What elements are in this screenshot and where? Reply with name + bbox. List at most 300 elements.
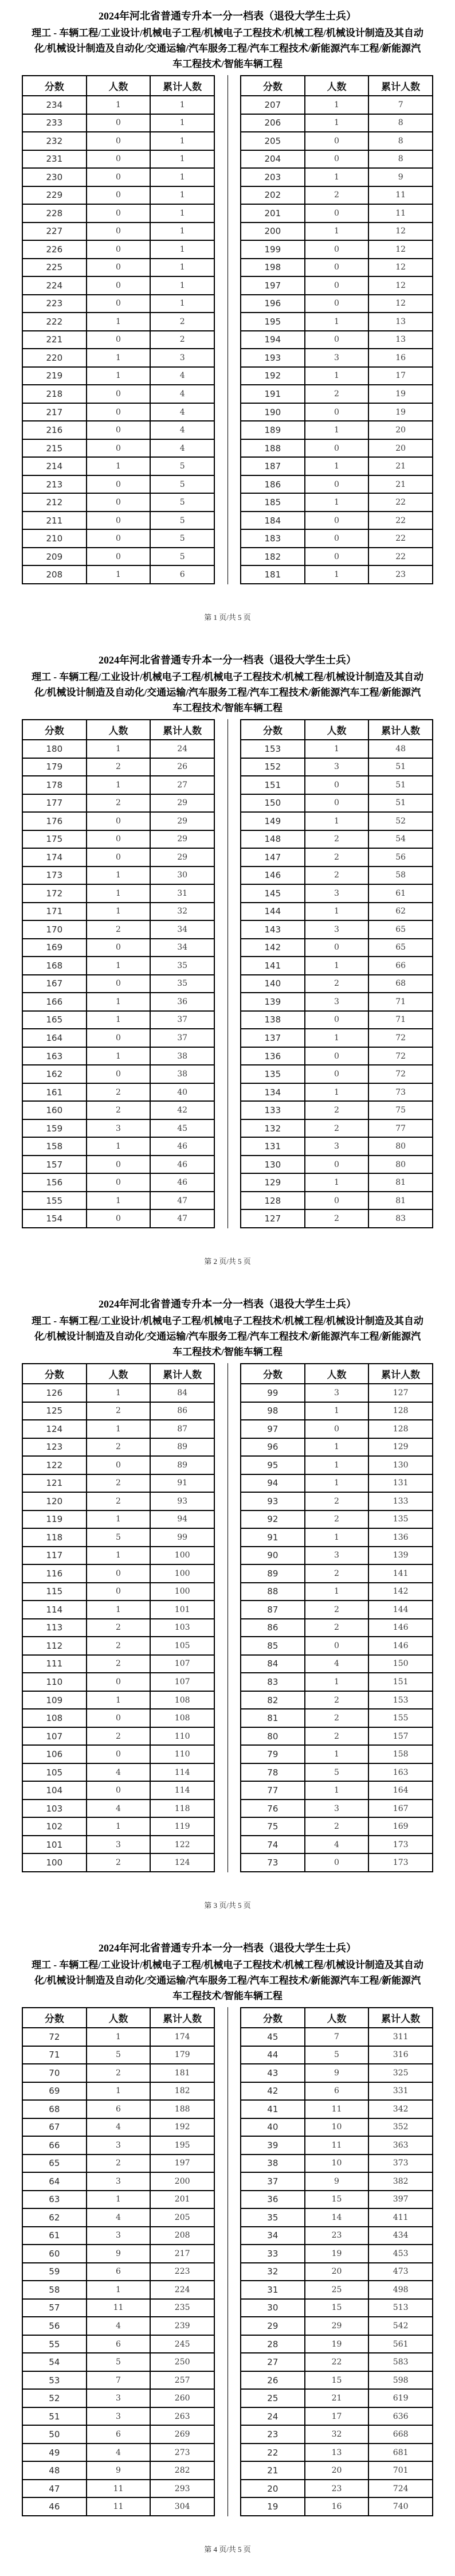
score-cell: 217 <box>22 403 87 421</box>
table-row <box>241 1192 433 1210</box>
count-cell: 1 <box>87 1047 151 1065</box>
header-row <box>241 2008 433 2028</box>
table-row <box>241 1420 433 1438</box>
table-row <box>22 493 214 512</box>
count-cell: 25 <box>305 2281 369 2299</box>
count-cell: 0 <box>87 1781 151 1800</box>
cumulative-cell: 382 <box>368 2172 433 2191</box>
cumulative-cell: 146 <box>368 1637 433 1655</box>
cumulative-cell: 16 <box>368 349 433 367</box>
table-row <box>241 1601 433 1619</box>
count-cell: 0 <box>87 439 151 458</box>
cumulative-cell: 142 <box>368 1583 433 1601</box>
table-row <box>22 1853 214 1872</box>
column-divider <box>227 1363 228 1872</box>
table-row <box>241 96 433 114</box>
count-cell: 1 <box>305 1402 369 1420</box>
cumulative-cell: 141 <box>368 1564 433 1583</box>
count-cell: 1 <box>305 957 369 975</box>
page-footer: 第 3 页/共 5 页 <box>204 1901 251 1910</box>
count-cell: 2 <box>87 1474 151 1493</box>
count-cell: 1 <box>305 223 369 241</box>
count-cell: 1 <box>87 1511 151 1529</box>
table-row <box>22 848 214 867</box>
cumulative-cell: 1 <box>150 204 214 223</box>
count-cell: 0 <box>87 150 151 169</box>
cumulative-cell: 542 <box>368 2317 433 2335</box>
count-cell: 1 <box>87 457 151 475</box>
table-row <box>241 1101 433 1119</box>
table-row <box>22 132 214 150</box>
table-body <box>22 740 214 1228</box>
score-cell: 63 <box>22 2191 87 2209</box>
score-cell: 20 <box>241 2480 305 2498</box>
table-row <box>241 403 433 421</box>
tables-area <box>0 2007 455 2516</box>
cumulative-cell: 19 <box>368 403 433 421</box>
cumulative-cell: 201 <box>150 2191 214 2209</box>
cumulative-cell: 128 <box>368 1420 433 1438</box>
count-cell: 29 <box>305 2317 369 2335</box>
count-cell: 2 <box>305 1601 369 1619</box>
score-cell: 228 <box>22 204 87 223</box>
table-row <box>22 1474 214 1493</box>
count-cell: 1 <box>305 1438 369 1457</box>
score-cell: 138 <box>241 1011 305 1029</box>
cumulative-cell: 36 <box>150 993 214 1011</box>
score-cell: 67 <box>22 2118 87 2137</box>
count-cell: 32 <box>305 2425 369 2444</box>
table-row <box>241 367 433 385</box>
table-row <box>22 2155 214 2173</box>
count-cell: 0 <box>87 1156 151 1174</box>
cumulative-cell: 128 <box>368 1402 433 1420</box>
cumulative-cell: 311 <box>368 2028 433 2046</box>
count-cell: 5 <box>87 2046 151 2064</box>
cumulative-cell: 22 <box>368 529 433 548</box>
score-cell: 167 <box>22 975 87 993</box>
table-row <box>241 2497 433 2516</box>
cumulative-cell: 195 <box>150 2136 214 2155</box>
cumulative-cell: 205 <box>150 2208 214 2227</box>
table-row <box>241 1209 433 1228</box>
table-row <box>22 512 214 530</box>
count-cell: 3 <box>305 349 369 367</box>
cumulative-cell: 363 <box>368 2136 433 2155</box>
cumulative-cell: 5 <box>150 548 214 566</box>
score-cell: 162 <box>22 1065 87 1083</box>
table-row <box>241 1402 433 1420</box>
score-cell: 202 <box>241 186 305 205</box>
table-row <box>22 812 214 830</box>
score-cell: 51 <box>22 2407 87 2426</box>
score-cell: 75 <box>241 1817 305 1836</box>
table-row <box>22 2371 214 2390</box>
cumulative-cell: 24 <box>150 740 214 758</box>
score-cell: 58 <box>22 2281 87 2299</box>
count-cell: 0 <box>87 1745 151 1763</box>
count-cell: 1 <box>305 168 369 186</box>
table-row <box>22 565 214 584</box>
page-footer: 第 2 页/共 5 页 <box>204 1257 251 1266</box>
score-cell: 45 <box>241 2028 305 2046</box>
table-body <box>241 96 433 584</box>
table-row <box>22 758 214 776</box>
table-row <box>22 975 214 993</box>
table-row <box>241 1673 433 1691</box>
score-cell: 68 <box>22 2100 87 2118</box>
table-row <box>241 1817 433 1836</box>
table-row <box>22 903 214 921</box>
cumulative-cell: 71 <box>368 993 433 1011</box>
header-row <box>241 76 433 96</box>
score-cell: 118 <box>22 1528 87 1547</box>
score-cell: 164 <box>22 1029 87 1047</box>
table-row <box>22 186 214 205</box>
count-cell: 20 <box>305 2461 369 2480</box>
cumulative-cell: 34 <box>150 939 214 957</box>
score-cell: 121 <box>22 1474 87 1493</box>
cumulative-cell: 155 <box>368 1709 433 1727</box>
cumulative-cell: 89 <box>150 1438 214 1457</box>
count-cell: 9 <box>305 2064 369 2082</box>
column-header-cumulative: 累计人数 <box>368 2008 433 2028</box>
score-cell: 129 <box>241 1173 305 1192</box>
count-cell: 1 <box>87 1420 151 1438</box>
score-cell: 103 <box>22 1800 87 1818</box>
score-cell: 147 <box>241 848 305 867</box>
table-row <box>22 1192 214 1210</box>
count-cell: 0 <box>305 439 369 458</box>
score-cell: 70 <box>22 2064 87 2082</box>
cumulative-cell: 250 <box>150 2353 214 2371</box>
score-cell: 25 <box>241 2389 305 2407</box>
table-row <box>22 1763 214 1782</box>
count-cell: 1 <box>87 313 151 331</box>
cumulative-cell: 80 <box>368 1137 433 1156</box>
score-cell: 208 <box>22 565 87 584</box>
table-row <box>22 1637 214 1655</box>
table-row <box>22 1083 214 1102</box>
score-cell: 198 <box>241 259 305 277</box>
cumulative-cell: 38 <box>150 1047 214 1065</box>
score-cell: 116 <box>22 1564 87 1583</box>
count-cell: 1 <box>305 421 369 439</box>
table-row <box>22 331 214 349</box>
count-cell: 1 <box>87 1011 151 1029</box>
count-cell: 1 <box>87 1384 151 1402</box>
cumulative-cell: 110 <box>150 1745 214 1763</box>
table-row <box>241 1745 433 1763</box>
cumulative-cell: 130 <box>368 1456 433 1474</box>
count-cell: 0 <box>87 830 151 849</box>
column-header-cumulative: 累计人数 <box>368 720 433 740</box>
table-row <box>22 1655 214 1673</box>
count-cell: 2 <box>87 1101 151 1119</box>
cumulative-cell: 129 <box>368 1438 433 1457</box>
score-cell: 95 <box>241 1456 305 1474</box>
column-header-score: 分数 <box>241 1364 305 1384</box>
cumulative-cell: 239 <box>150 2317 214 2335</box>
score-cell: 180 <box>22 740 87 758</box>
score-cell: 188 <box>241 439 305 458</box>
score-cell: 206 <box>241 114 305 132</box>
score-table-left <box>22 2007 215 2516</box>
page-title: 2024年河北省普通专升本一分一档表（退役大学生士兵） <box>99 654 356 666</box>
table-row <box>22 2172 214 2191</box>
score-cell: 227 <box>22 223 87 241</box>
table-row <box>241 848 433 867</box>
score-cell: 55 <box>22 2335 87 2353</box>
document-page <box>0 1288 455 1932</box>
count-cell: 0 <box>87 548 151 566</box>
score-cell: 108 <box>22 1709 87 1727</box>
cumulative-cell: 100 <box>150 1547 214 1565</box>
table-row <box>241 2028 433 2046</box>
cumulative-cell: 224 <box>150 2281 214 2299</box>
table-row <box>22 1047 214 1065</box>
count-cell: 6 <box>87 2335 151 2353</box>
cumulative-cell: 179 <box>150 2046 214 2064</box>
cumulative-cell: 71 <box>368 1011 433 1029</box>
score-cell: 73 <box>241 1853 305 1872</box>
table-row <box>22 2028 214 2046</box>
table-row <box>241 2082 433 2101</box>
table-row <box>241 2100 433 2118</box>
cumulative-cell: 1 <box>150 186 214 205</box>
count-cell: 3 <box>87 2136 151 2155</box>
cumulative-cell: 598 <box>368 2371 433 2390</box>
cumulative-cell: 100 <box>150 1583 214 1601</box>
score-cell: 72 <box>22 2028 87 2046</box>
column-header-count: 人数 <box>305 76 369 96</box>
score-cell: 31 <box>241 2281 305 2299</box>
table-row <box>241 903 433 921</box>
count-cell: 2 <box>305 867 369 885</box>
table-row <box>22 114 214 132</box>
score-table-right <box>240 2007 433 2516</box>
count-cell: 6 <box>87 2425 151 2444</box>
score-cell: 149 <box>241 812 305 830</box>
score-cell: 210 <box>22 529 87 548</box>
page-title: 2024年河北省普通专升本一分一档表（退役大学生士兵） <box>99 1298 356 1310</box>
score-cell: 137 <box>241 1029 305 1047</box>
count-cell: 1 <box>305 493 369 512</box>
score-cell: 224 <box>22 276 87 295</box>
score-cell: 59 <box>22 2263 87 2281</box>
count-cell: 11 <box>305 2100 369 2118</box>
table-row <box>22 204 214 223</box>
cumulative-cell: 32 <box>150 903 214 921</box>
table-row <box>241 740 433 758</box>
table-row <box>22 1673 214 1691</box>
table-row <box>22 2118 214 2137</box>
table-row <box>22 1619 214 1637</box>
count-cell: 4 <box>87 2317 151 2335</box>
count-cell: 0 <box>305 1156 369 1174</box>
header-row <box>22 2008 214 2028</box>
count-cell: 15 <box>305 2191 369 2209</box>
score-cell: 231 <box>22 150 87 169</box>
header-row <box>241 1364 433 1384</box>
score-cell: 193 <box>241 349 305 367</box>
score-cell: 124 <box>22 1420 87 1438</box>
score-cell: 178 <box>22 776 87 794</box>
table-row <box>22 2389 214 2407</box>
cumulative-cell: 263 <box>150 2407 214 2426</box>
table-row <box>241 529 433 548</box>
cumulative-cell: 101 <box>150 1601 214 1619</box>
cumulative-cell: 473 <box>368 2263 433 2281</box>
count-cell: 0 <box>87 529 151 548</box>
cumulative-cell: 72 <box>368 1065 433 1083</box>
score-cell: 181 <box>241 565 305 584</box>
cumulative-cell: 11 <box>368 204 433 223</box>
cumulative-cell: 169 <box>368 1817 433 1836</box>
table-row <box>241 2136 433 2155</box>
cumulative-cell: 293 <box>150 2480 214 2498</box>
count-cell: 1 <box>87 993 151 1011</box>
score-cell: 64 <box>22 2172 87 2191</box>
table-row <box>241 2281 433 2299</box>
column-header-score: 分数 <box>22 2008 87 2028</box>
cumulative-cell: 89 <box>150 1456 214 1474</box>
score-cell: 21 <box>241 2461 305 2480</box>
table-row <box>22 1029 214 1047</box>
count-cell: 1 <box>87 884 151 903</box>
table-row <box>241 493 433 512</box>
score-cell: 163 <box>22 1047 87 1065</box>
cumulative-cell: 110 <box>150 1727 214 1746</box>
table-header <box>241 2008 433 2028</box>
table-row <box>241 2227 433 2245</box>
table-row <box>22 1209 214 1228</box>
cumulative-cell: 21 <box>368 475 433 494</box>
cumulative-cell: 80 <box>368 1156 433 1174</box>
table-row <box>22 993 214 1011</box>
page-subtitle: 理工 - 车辆工程/工业设计/机械电子工程/机械电子工程技术/机械工程/机械设计制造及其自动化/机械设计制造及自动化/交通运输/汽车服务工程/汽车工程技术/新能源汽车工程/新能源汽车工程技术/智能车辆工程 <box>32 1316 423 1357</box>
cumulative-cell: 114 <box>150 1763 214 1782</box>
cumulative-cell: 5 <box>150 512 214 530</box>
cumulative-cell: 22 <box>368 512 433 530</box>
table-row <box>241 1763 433 1782</box>
count-cell: 0 <box>87 186 151 205</box>
score-cell: 205 <box>241 132 305 150</box>
score-cell: 41 <box>241 2100 305 2118</box>
score-cell: 191 <box>241 385 305 403</box>
score-cell: 24 <box>241 2407 305 2426</box>
table-row <box>241 2245 433 2263</box>
score-cell: 54 <box>22 2353 87 2371</box>
table-row <box>241 1492 433 1511</box>
cumulative-cell: 282 <box>150 2461 214 2480</box>
table-row <box>22 830 214 849</box>
score-cell: 211 <box>22 512 87 530</box>
score-cell: 179 <box>22 758 87 776</box>
table-row <box>241 2444 433 2462</box>
table-row <box>241 1156 433 1174</box>
table-row <box>22 385 214 403</box>
count-cell: 2 <box>305 1101 369 1119</box>
count-cell: 4 <box>87 2208 151 2227</box>
score-cell: 131 <box>241 1137 305 1156</box>
cumulative-cell: 81 <box>368 1192 433 1210</box>
column-divider <box>227 719 228 1228</box>
count-cell: 5 <box>87 2353 151 2371</box>
table-row <box>241 1583 433 1601</box>
table-body <box>22 1384 214 1872</box>
count-cell: 5 <box>305 1763 369 1782</box>
table-row <box>22 1547 214 1565</box>
score-cell: 36 <box>241 2191 305 2209</box>
table-row <box>22 1583 214 1601</box>
count-cell: 2 <box>305 1619 369 1637</box>
cumulative-cell: 583 <box>368 2353 433 2371</box>
table-row <box>22 1564 214 1583</box>
table-row <box>241 1173 433 1192</box>
table-row <box>22 920 214 939</box>
cumulative-cell: 1 <box>150 240 214 259</box>
score-cell: 158 <box>22 1137 87 1156</box>
score-cell: 145 <box>241 884 305 903</box>
tables-area <box>0 719 455 1228</box>
cumulative-cell: 38 <box>150 1065 214 1083</box>
table-row <box>241 1511 433 1529</box>
score-cell: 186 <box>241 475 305 494</box>
table-row <box>22 2281 214 2299</box>
cumulative-cell: 174 <box>150 2028 214 2046</box>
cumulative-cell: 5 <box>150 475 214 494</box>
count-cell: 0 <box>305 295 369 313</box>
score-cell: 99 <box>241 1384 305 1402</box>
count-cell: 2 <box>87 1619 151 1637</box>
count-cell: 2 <box>305 1119 369 1138</box>
count-cell: 1 <box>305 812 369 830</box>
count-cell: 0 <box>305 794 369 813</box>
table-row <box>241 939 433 957</box>
cumulative-cell: 20 <box>368 439 433 458</box>
table-row <box>241 2191 433 2209</box>
count-cell: 1 <box>87 903 151 921</box>
count-cell: 0 <box>305 475 369 494</box>
table-body <box>241 740 433 1228</box>
cumulative-cell: 4 <box>150 385 214 403</box>
count-cell: 0 <box>87 493 151 512</box>
count-cell: 7 <box>87 2371 151 2390</box>
score-cell: 223 <box>22 295 87 313</box>
cumulative-cell: 65 <box>368 939 433 957</box>
page-title: 2024年河北省普通专升本一分一档表（退役大学生士兵） <box>99 1942 356 1954</box>
score-cell: 23 <box>241 2425 305 2444</box>
table-row <box>241 2335 433 2353</box>
table-header <box>22 2008 214 2028</box>
count-cell: 0 <box>305 1011 369 1029</box>
count-cell: 5 <box>87 1528 151 1547</box>
cumulative-cell: 167 <box>368 1800 433 1818</box>
count-cell: 10 <box>305 2155 369 2173</box>
page-footer: 第 4 页/共 5 页 <box>204 2545 251 2554</box>
cumulative-cell: 99 <box>150 1528 214 1547</box>
count-cell: 0 <box>87 1564 151 1583</box>
cumulative-cell: 6 <box>150 565 214 584</box>
count-cell: 0 <box>87 1456 151 1474</box>
table-row <box>22 1011 214 1029</box>
table-row <box>241 993 433 1011</box>
table-row <box>241 812 433 830</box>
count-cell: 4 <box>305 1836 369 1854</box>
score-cell: 86 <box>241 1619 305 1637</box>
count-cell: 21 <box>305 2389 369 2407</box>
